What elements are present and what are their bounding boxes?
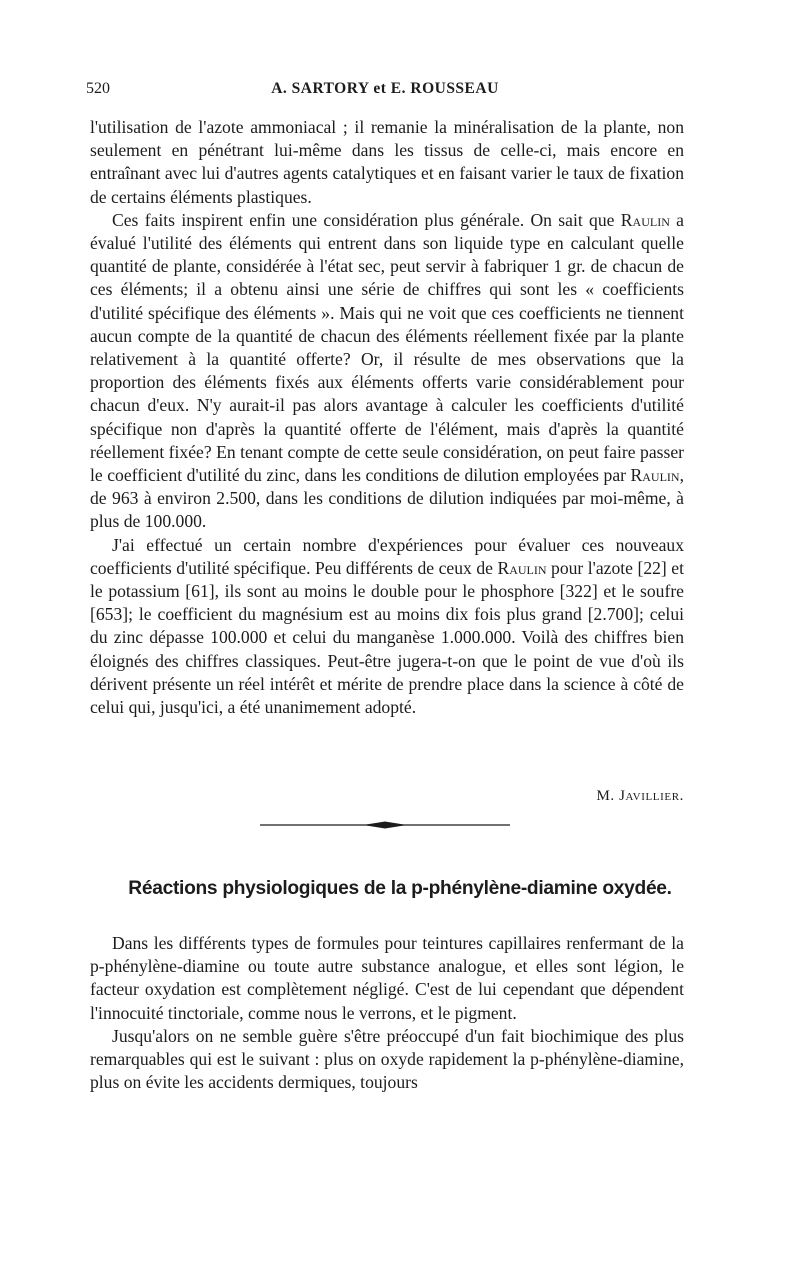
paragraph: l'utilisation de l'azote ammoniacal ; il remanie la minéralisation de la plante, non seulement en pénétrant lui-même dans les tissus de celle-ci, mais encore en entraînant avec lui d'autres agents catalytiques et en faisant varier le taux de fixation de certains éléments plastiques. [90, 117, 684, 207]
section-title: Réactions physiologiques de la p-phénylène-diamine oxydée. [128, 878, 672, 899]
article-body [90, 932, 684, 1094]
running-title: A. SARTORY et E. ROUSSEAU [271, 80, 499, 97]
paragraph [90, 534, 684, 720]
text-run: Ces faits inspirent enfin une considération plus générale. On sait que [112, 209, 615, 230]
text-run: , de 963 à environ 2.500, dans les conditions de dilution indiquées par moi-même, à plus de 100.000. [90, 465, 684, 532]
page-header [86, 80, 684, 102]
ornamental-rule [260, 818, 510, 832]
author-name: Raulin [630, 465, 680, 486]
text-run: J'ai effectué un certain nombre d'expériences pour évaluer ces nouveaux coefficients d'utilité spécifique. Peu différents de ceux de [90, 534, 684, 578]
signature: M. Javillier. [596, 788, 684, 804]
text-run: pour l'azote [22] et le potassium [61], ils sont au moins le double pour le phosphore [322] et le soufre [653]; le coefficient du magnésium est au moins dix fois plus grand [2.700]; celui du zinc dépasse 100.000 et celui du manganèse 1.000.000. Voilà des chiffres bien éloignés des chiffres classiques. Peut-être jugera-t-on que le point de vue d'où ils dérivent présente un réel intérêt et mérite de prendre place dans la science à côté de celui qui, jusqu'ici, a été unanimement adopté. [90, 557, 684, 718]
author-name: Raulin [620, 209, 670, 230]
paragraph: Dans les différents types de formules pour teintures capillaires renfermant de la p-phénylène-diamine ou toute autre substance analogue, et elles sont légion, le facteur oxydation est complètement négligé. C'est de lui cependant que dépendent l'innocuité tinctoriale, comme nous le verrons, et le pigment. [90, 933, 684, 1023]
paragraph: Jusqu'alors on ne semble guère s'être préoccupé d'un fait biochimique des plus remarquables qui est le suivant : plus on oxyde rapidement la p-phénylène-diamine, plus on évite les accidents dermiques, toujours [90, 1025, 684, 1093]
article-body [90, 116, 684, 719]
paragraph [90, 209, 684, 534]
author-name: Raulin [497, 557, 547, 578]
page-number: 520 [86, 80, 110, 97]
text-run: a évalué l'utilité des éléments qui entrent dans son liquide type en calculant quelle quantité de plante, considérée à l'état sec, peut servir à fabriquer 1 gr. de chacun de ces éléments; il a obtenu ainsi une série de chiffres qui sont les « coefficients d'utilité spécifique des éléments ». Mais qui ne voit que ces coefficients ne tiennent aucun compte de la quantité de chacun des éléments réellement fixée par la plante relativement à la quantité offerte? Or, il résulte de mes observations que la proportion des éléments fixés aux éléments offerts varie considérablement pour chacun d'eux. N'y aurait-il pas alors avantage à calculer les coefficients d'utilité spécifique non d'après la quantité offerte de l'élément, mais d'après la quantité réellement fixée? En tenant compte de cette seule considération, on peut faire passer le coefficient d'utilité du zinc, dans les conditions de dilution employées par [90, 209, 684, 486]
